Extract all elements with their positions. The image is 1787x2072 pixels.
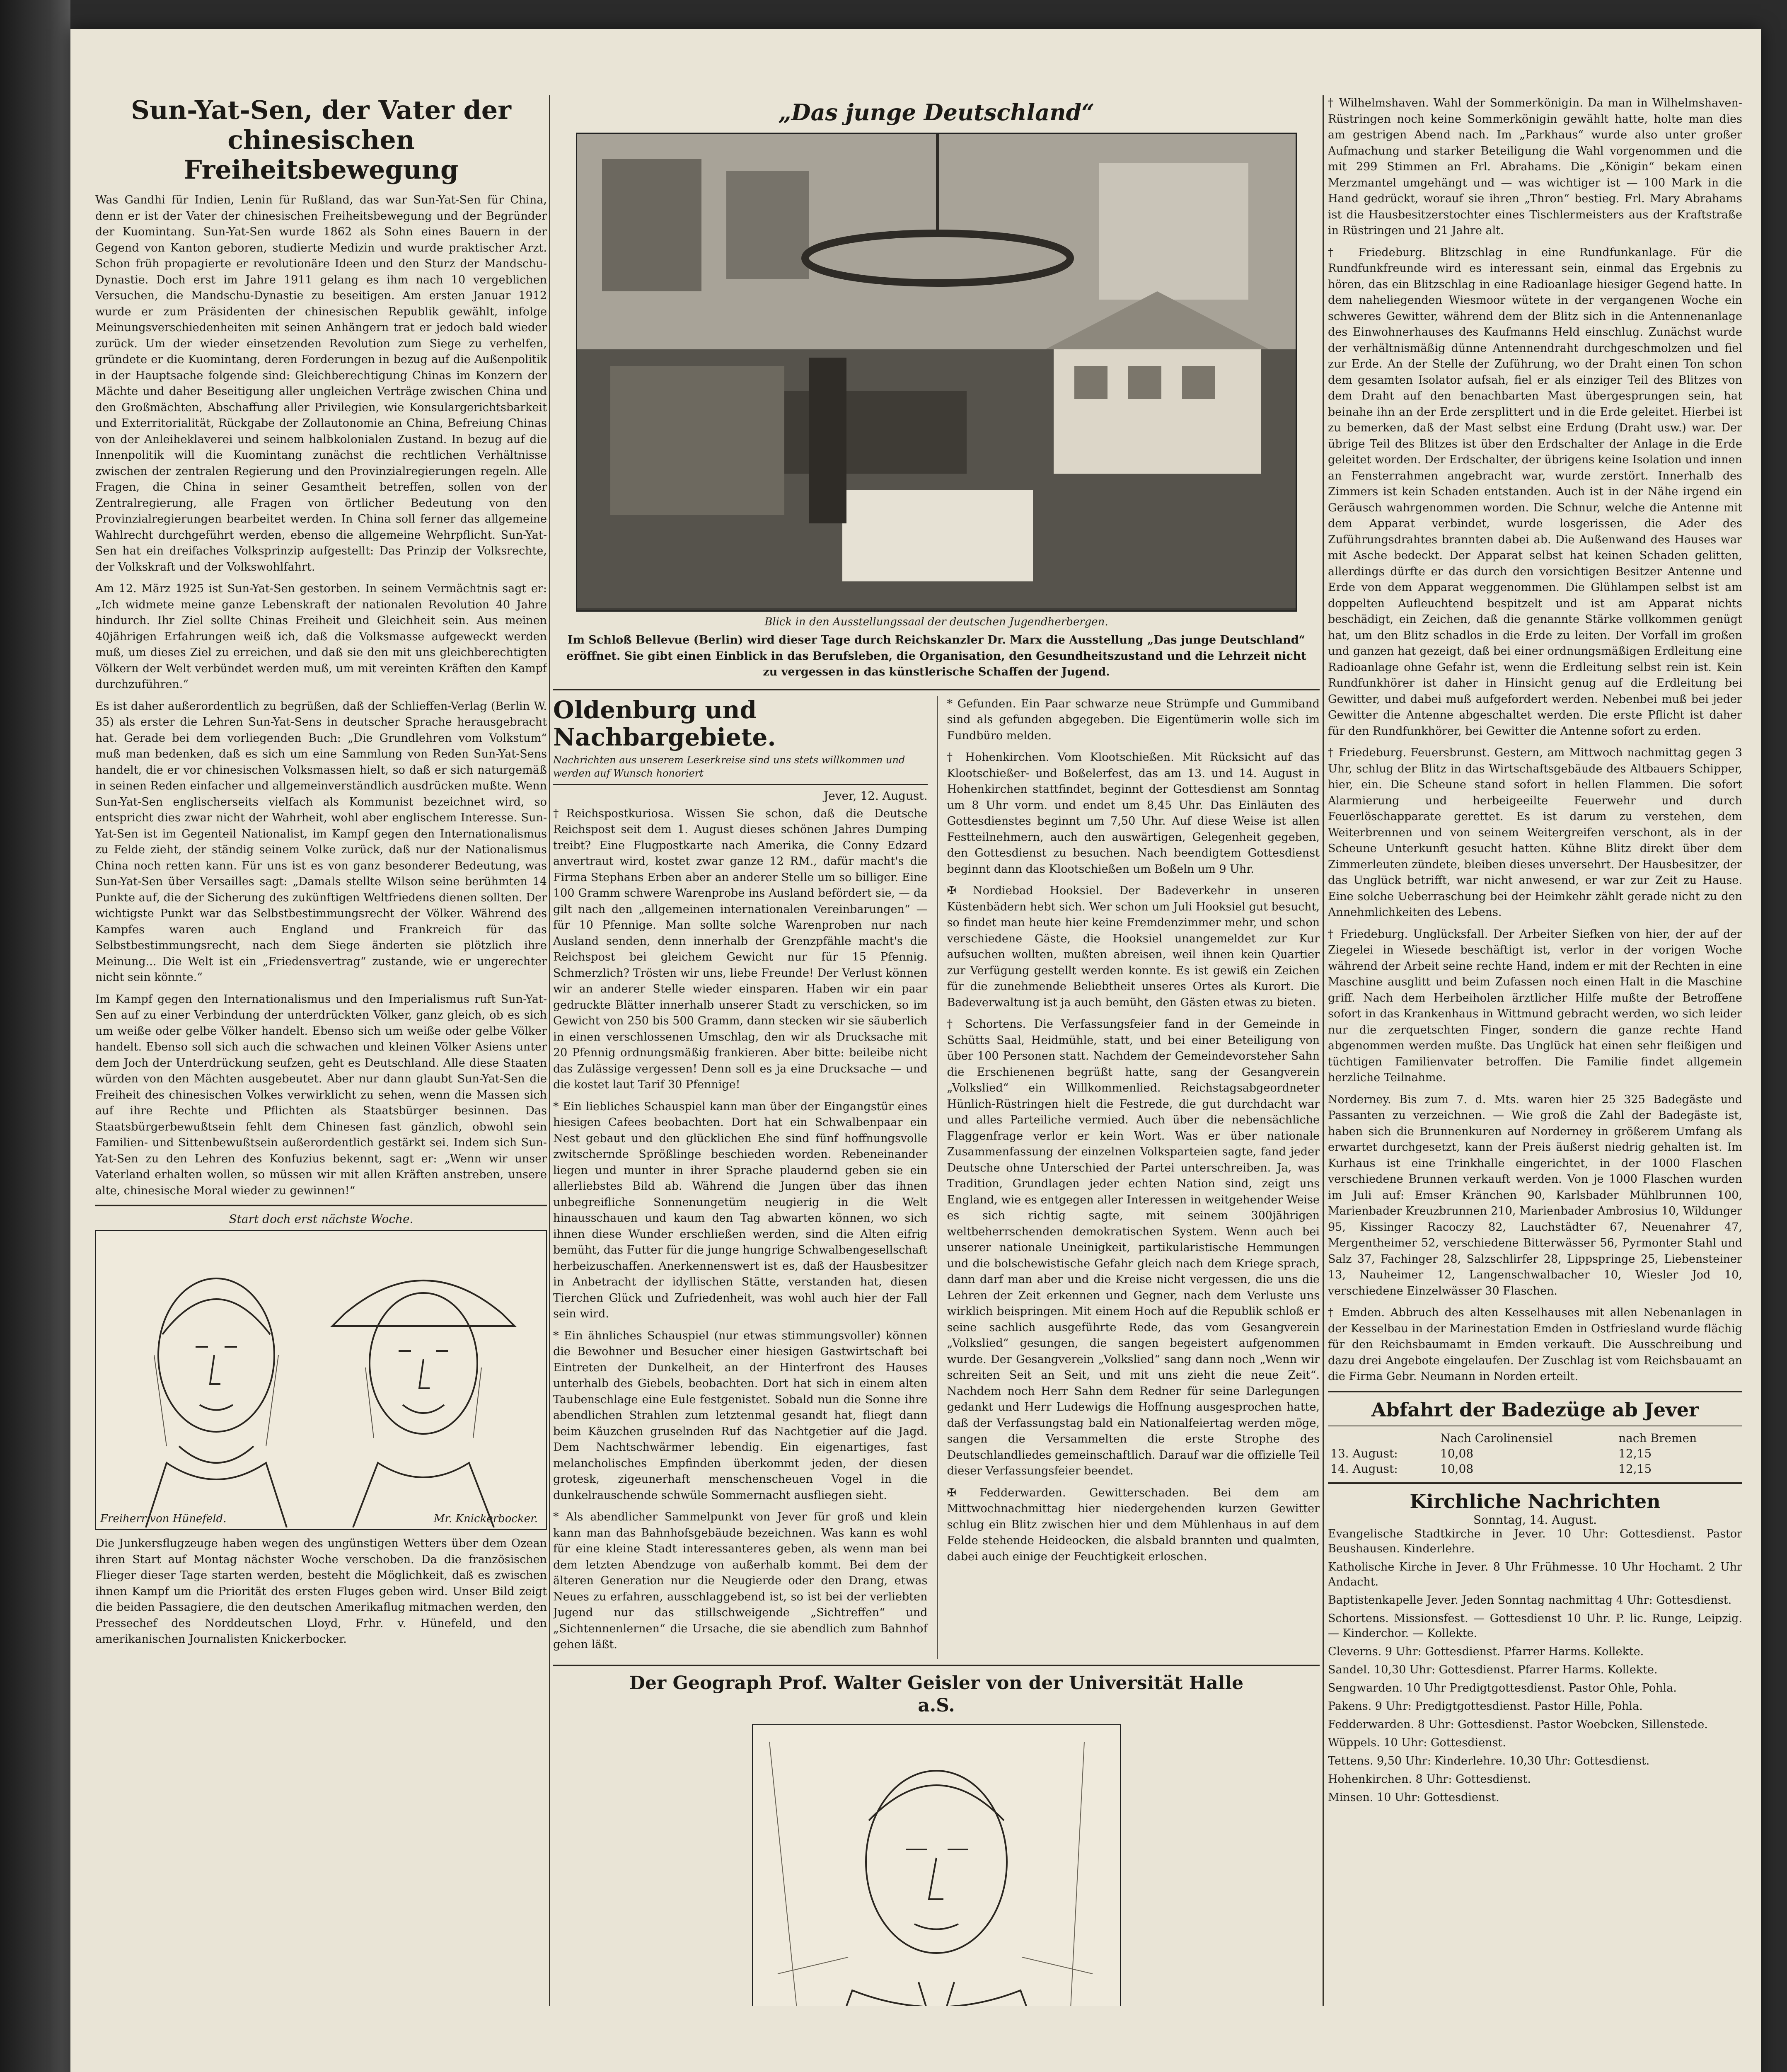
- column-news: [1328, 95, 1742, 2006]
- divider: [1328, 1391, 1742, 1392]
- divider: [553, 689, 1320, 690]
- oldenburg-section: [553, 696, 1320, 1659]
- kirche-date: Sonntag, 14. August.: [1473, 1513, 1597, 1527]
- divider: [1328, 1482, 1742, 1484]
- column-rule: [549, 95, 550, 2006]
- article-title-geisler: Der Geograph Prof. Walter Geisler von der Universität Halle a.S.: [629, 1672, 1244, 1716]
- kirche-item: Sengwarden. 10 Uhr Predigtgottesdienst. Pastor Ohle, Pohla.: [1328, 1681, 1677, 1694]
- kirche-item: Pakens. 9 Uhr: Predigtgottesdienst. Pastor Hille, Pohla.: [1328, 1699, 1643, 1713]
- kirche-item: Hohenkirchen. 8 Uhr: Gottesdienst.: [1328, 1772, 1531, 1786]
- column-rule: [937, 696, 938, 1659]
- section-title-badezuege: Abfahrt der Badezüge ab Jever: [1371, 1398, 1699, 1421]
- portrait-geisler: [753, 1725, 1120, 2006]
- article-paragraph: Am 12. März 1925 ist Sun-Yat-Sen gestorben. In seinem Vermächtnis sagt er: „Ich widmete meine ganze Lebenskraft der nationalen Revolution 40 Jahre hindurch. Ihr Ziel sollte Chinas Freiheit und Gleichheit sein. Aus meinen 40jährigen Erfahrungen weiß ich, daß die Volksmasse aufgeweckt werden muß, um dieses Ziel zu erreichen, und daß sie den mit uns gleichberechtigten Völkern der Welt verbündet werden muß, um mit vereinten Kräften den Kampf durchzuführen.“: [95, 582, 547, 691]
- section-note: Nachrichten aus unserem Leserkreise sind uns stets willkommen und werden auf Wunsch honoriert: [553, 754, 905, 779]
- kirche-item: Evangelische Stadtkirche in Jever. 10 Uhr: Gottesdienst. Pastor Beushausen. Kinderlehre.: [1328, 1527, 1742, 1555]
- article-paragraph: * Als abendlicher Sammelpunkt von Jever für groß und klein kann man das Bahnhofsgebäude bezeichnen. Was kann es wohl für eine kleine Stadt interessanteres geben, als wenn man bei dem letzten Abendzuge von außerhalb kommt. Bei dem der älteren Generation nur die Neugierde oder den Drang, etwas Neues zu erfahren, ausschlaggebend ist, so ist bei der verliebten Jugend nur das stillschweigende „Sichtreffen“ und „Sichtennenlernen“ die Ursache, die sie abendlich zum Bahnhof gehen läßt.: [553, 1510, 928, 1651]
- photo-kicker: Start doch erst nächste Woche.: [229, 1212, 414, 1226]
- article-paragraph: Im Kampf gegen den Internationalismus und den Imperialismus ruft Sun-Yat-Sen auf zu einer Verbindung der unterdrückten Völker, ganz gleich, ob es sich um weiße oder gelbe Völker handelt. Ebenso sich um weiße oder gelbe Völker handelt. Ebenso soll sich auch die schwachen und kleinen Völker Asiens unter dem Joch der Unterdrückung seufzen, geht es Deutschland. Alle diese Staaten würden von den Mächten ausgebeutet. Aber nur dann glaubt Sun-Yat-Sen die Freiheit des chinesischen Volkes verwirklicht zu sehen, wenn die Massen sich auf ihre Rechte und Pflichten als Staatsbürger besinnen. Das Staatsbürgerbewußtsein fehlt dem Chinesen fast gänzlich, obwohl sein Familien- und Sittenbewußtsein außerordentlich gestärkt sei. Indem sich Sun-Yat-Sen zu den Lehren des Konfuzius bekennt, sagt er: „Wenn wir unser Vaterland erhalten wollen, so müssen wir mit allen Kräften anstreben, unsere alte, chinesische Moral wieder zu gewinnen!“: [95, 992, 547, 1197]
- oldenburg-right-column: [947, 696, 1320, 1659]
- article-paragraph: * Ein ähnliches Schauspiel (nur etwas stimmungsvoller) können die Bewohner und Besucher einer hiesigen Gastwirtschaft bei Eintreten der Dunkelheit, an der Hinterfront des Hauses unterhalb des Giebels, beobachten. Dort hat sich in einem alten Taubenschlage eine Eule festgenistet. Sobald nun die Sonne ihre abendlichen Strahlen zum letztenmal gesandt hat, fliegt dann beim Käuzchen gruselnden Ruf das Nachtgetier auf die Jagd. Dem Nachtschwärmer lebendig. Ein eigenartiges, fast melancholisches Empfinden überkommt jeden, der diesen grotesk, zigeunerhaft menschenscheuen Vogel in die dunkelrauschende schwüle Sommernacht ausfliegen sieht.: [553, 1329, 928, 1502]
- kirche-item: Wüppels. 10 Uhr: Gottesdienst.: [1328, 1736, 1506, 1749]
- article-paragraph: † Emden. Abbruch des alten Kesselhauses mit allen Nebenanlagen in der Kesselbau in der Marinestation Emden in Ostfriesland wurde flächig für den Reichsbaumamt in Emden verkauft. Die Ausschreibung und dazu drei Angebote eingelaufen. Der Zuschlag ist vom Reichsbauamt an die Firma Gebr. Neumann in Norden erteilt.: [1328, 1306, 1742, 1383]
- divider: [553, 1665, 1320, 1666]
- photo-ausstellung: [576, 133, 1297, 612]
- photo-caption-jugend: Blick in den Ausstellungssaal der deutschen Jugendherbergen.: [764, 616, 1108, 628]
- column-sunyatsen: [95, 95, 547, 2006]
- column-center: [553, 95, 1320, 2006]
- article-text-jugend: Im Schloß Bellevue (Berlin) wird dieser Tage durch Reichskanzler Dr. Marx die Ausstellung „Das junge Deutschland“ eröffnet. Sie gibt einen Einblick in das Berufsleben, die Organisation, den Gesundheitszustand und die Lehrzeit nicht zu vergessen in das künstlerische Schaffen der Jugend.: [566, 634, 1306, 678]
- column-rule: [1323, 95, 1324, 2006]
- sketch-hunefeld-knickerbocker: [95, 1230, 547, 1530]
- table-row: 14. August: 10,08 12,15: [1330, 1462, 1652, 1476]
- article-paragraph: Was Gandhi für Indien, Lenin für Rußland, das war Sun-Yat-Sen für China, denn er ist der Vater der chinesischen Freiheitsbewegung und der Begründer der Kuomintang. Sun-Yat-Sen wurde 1862 als Sohn eines Bauern in der Gegend von Kanton geboren, studierte Medizin und wurde praktischer Arzt. Schon früh propagierte er revolutionäre Ideen und den Sturz der Mandschu-Dynastie. Doch erst im Jahre 1911 gelang es ihm nach 10 vergeblichen Versuchen, die Mandschu-Dynastie zu beseitigen. Am ersten Januar 1912 wurde er zum Präsidenten der chinesischen Republik gewählt, infolge Meinungsverschiedenheiten mit seinen Anhängern trat er jedoch bald wieder zurück. Um der wieder einsetzenden Revolution zum Siege zu verhelfen, gründete er die Kuomintang, deren Forderungen in bezug auf die Außenpolitik in der Hauptsache folgende sind: Gleichberechtigung Chinas im Konzern der Mächte und daher Beseitigung aller ungleichen Verträge zwischen China und den Großmächten, Abschaffung aller Privilegien, wie Konsulargerichtsbarkeit und Exterritorialität, Rückgabe der Zollautonomie an China, Befreiung Chinas von der Anleiheklaverei und seinem halbkolonialen Zustand. In bezug auf die Innenpolitik will die Kuomintang zunächst die rechtlichen Verhältnisse zwischen der zentralen Regierung und den Provinzialregierungen regeln. Alle Fragen, die China in seiner Gesamtheit betreffen, sollen von der Zentralregierung, alle Fragen von örtlicher Bedeutung von den Provinzialregierungen bearbeitet werden. In China soll ferner das allgemeine Wahlrecht durchgeführt werden, ebenso die allgemeine Wehrpflicht. Sun-Yat-Sen hat ein dreifaches Volksprinzip aufgestellt: Das Prinzip der Volksrechte, der Volkskraft und der Volkswohlfahrt.: [95, 194, 547, 574]
- scanner-edge: [0, 0, 70, 2072]
- table-row: 13. August: 10,08 12,15: [1330, 1446, 1652, 1460]
- article-title-sunyatsen: Sun-Yat-Sen, der Vater der chinesischen Freiheitsbewegung: [131, 95, 511, 185]
- article-paragraph: † Friedeburg. Feuersbrunst. Gestern, am Mittwoch nachmittag gegen 3 Uhr, schlug der Blitz in das Wirtschaftsgebäude des Altbauers Schipper, hier, ein. Die Scheune stand sofort in hellen Flammen. Die sofort Alarmierung und herbeigeeilte Feuerwehr und durch Feuerlöschapparate gerettet. Es ist darum zu verstehen, dem Weiterbrennen und von seinem Weitergreifen verschont, als in der Scheune Unterkunft gesucht hatten. Kühne Blitz direkt über dem Zimmerleuten zündete, bleiben dieses unversehrt. Der Hausbesitzer, der das Unglück betrifft, war nicht anwesend, er war zur Zeit zu Hause. Eine solche Ueberraschung bei der Heimkehr zählt gerade nicht zu den Annehmlichkeiten des Lebens.: [1328, 746, 1742, 919]
- kirche-item: Fedderwarden. 8 Uhr: Gottesdienst. Pastor Woebcken, Sillenstede.: [1328, 1718, 1708, 1731]
- article-paragraph: Es ist daher außerordentlich zu begrüßen, daß der Schlieffen-Verlag (Berlin W. 35) als erster die Lehren Sun-Yat-Sens in deutscher Sprache herausgebracht hat. Gerade bei dem vorliegenden Buch: „Die Grundlehren vom Volkstum“ muß man bedenken, daß es sich um eine Sammlung von Reden Sun-Yat-Sens handelt, die er vor chinesischen Volksmassen hielt, so daß er sich naturgemäß in seinen Reden einfacher und allgemeinverständlich ausdrücken mußte. Wenn Sun-Yat-Sen englischerseits vielfach als Kommunist bezeichnet wird, so entspricht dies zwar nicht der Wahrheit, wohl aber englischem Interesse. Sun-Yat-Sen ist im Gegenteil Nationalist, im Kampf gegen den Internationalismus zu Felde zieht, der ständig seinem Volke zurück, daß nur der Nationalismus China noch retten kann. Für uns ist es von ganz besonderer Bedeutung, was Sun-Yat-Sen über Versailles sagt: „Damals stellte Wilson seine berühmten 14 Punkte auf, die der Sicherung des zukünftigen Weltfriedens dienen sollten. Der wichtigste Punkt war das Selbstbestimmungsrecht der Völker. Während des Kampfes waren auch England und Frankreich für das Selbstbestimmungsrecht, nach dem Siege änderten sie plötzlich ihre Meinung... Die Welt ist ein „Friedensvertrag“ zustande, wie er ungerechter nicht sein könnte.“: [95, 700, 547, 984]
- section-title-oldenburg: Oldenburg und Nachbargebiete.: [553, 695, 776, 751]
- kirche-item: Sandel. 10,30 Uhr: Gottesdienst. Pfarrer Harms. Kollekte.: [1328, 1663, 1658, 1676]
- article-paragraph: * Ein liebliches Schauspiel kann man über der Eingangstür eines hiesigen Cafees beobachten. Dort hat ein Schwalbenpaar ein Nest gebaut und den glücklichen Ehe sind fünf hoffnungsvolle zwitschernde Sprößlinge beschieden worden. Rebeneinander liegen und munter in ihrer Sprache plaudernd geben sie ein allerliebstes Bild ab. Während die Jungen über das ihnen unbegreifliche Sonnenungetüm neugierig in die Welt hinausschauen und kaum den Tag abwarten können, wo sich ihnen diese Wunder erschließen werden, sind die Alten eifrig bemüht, das Futter für die junge hungrige Schwalbengesellschaft herbeizuschaffen. Anerkennenswert ist es, daß der Hausbesitzer in Anbetracht der idyllischen Stätte, verstanden hat, diesen Tierchen Glück und Zufriedenheit, was wohl auch hier der Fall sein wird.: [553, 1100, 928, 1320]
- kirche-item: Baptistenkapelle Jever. Jeden Sonntag nachmittag 4 Uhr: Gottesdienst.: [1328, 1593, 1732, 1607]
- col-header: nach Bremen: [1618, 1431, 1697, 1445]
- kirche-item: Cleverns. 9 Uhr: Gottesdienst. Pfarrer Harms. Kollekte.: [1328, 1645, 1644, 1658]
- section-title-kirche: Kirchliche Nachrichten: [1410, 1490, 1661, 1513]
- timetable: [1328, 1431, 1742, 1477]
- article-paragraph: † Hohenkirchen. Vom Klootschießen. Mit Rücksicht auf das Klootschießer- und Boßelerfest, das am 13. und 14. August in Hohenkirchen stattfindet, beginnt der Gottesdienst am Sonntag um 8 Uhr vorm. und endet um 8,45 Uhr. Das Einläuten des Gottesdienstes beginnt um 7,50 Uhr. Auf diese Weise ist allen Festteilnehmern, auch den auswärtigen, Gelegenheit gegeben, den Gottesdienst zu besuchen. Nach beendigtem Gottesdienst beginnt dann das Klootschießen um Boßeln um 9 Uhr.: [947, 751, 1320, 876]
- article-paragraph: ✠ Fedderwarden. Gewitterschaden. Bei dem am Mittwochnachmittag hier niedergehenden kurzen Gewitter schlug ein Blitz zwischen hier und dem Mühlenhaus in auf dem Felde stehende Heideocken, die alsbald brannten und qualmten, dabei auch einige der Feuchtigkeit erloschen.: [947, 1486, 1320, 1563]
- divider: [95, 1205, 547, 1206]
- photo-caption-text: Die Junkersflugzeuge haben wegen des ungünstigen Wetters über dem Ozean ihren Start auf Montag nächster Woche verschoben. Da die französischen Flieger dieser Tage starten werden, besteht die Möglichkeit, daß es zwischen ihnen Kampf um die Priorität des ersten Fluges geben wird. Unser Bild zeigt die beiden Passagiere, die den deutschen Amerikaflug mitmachen werden, den Pressechef des Norddeutschen Lloyd, Frhr. v. Hünefeld, und den amerikanischen Journalisten Knickerbocker.: [95, 1537, 547, 1646]
- label-knickerbocker: Mr. Knickerbocker.: [433, 1513, 538, 1525]
- divider: [553, 784, 928, 785]
- article-title-jugend: „Das junge Deutschland“: [778, 99, 1095, 126]
- kirche-item: Katholische Kirche in Jever. 8 Uhr Frühmesse. 10 Uhr Hochamt. 2 Uhr Andacht.: [1328, 1560, 1742, 1588]
- kirche-item: Minsen. 10 Uhr: Gottesdienst.: [1328, 1791, 1499, 1804]
- article-paragraph: †Reichspostkuriosa. Wissen Sie schon, daß die Deutsche Reichspost seit dem 1. August dieses schönen Jahres Dumping treibt? Eine Flugpostkarte nach Amerika, die Conny Edzard anvertraut wird, kostet zwar ganze 12 RM., dafür macht's die Firma Stephans Erben aber an anderer Stelle um so billiger. Eine 100 Gramm schwere Warenprobe ins Ausland befördert sie, — da gilt nach den „allgemeinen internationalen Vereinbarungen“ — für 10 Pfennige. Man sollte solche Warenproben nur nach Ausland senden, denn innerhalb der Grenzpfähle macht's die Reichspost bei gleichem Gewicht nur für 15 Pfennig. Schmerzlich? Trösten wir uns, liebe Freunde! Der Verlust können wir an anderer Stelle wieder einsparen. Haben wir ein paar gedruckte Blätter innerhalb unserer Stadt zu verschicken, so im Gewicht von 250 bis 500 Gramm, dann stecken wir sie säuberlich in einen verschlossenen Umschlag, den wir als Drucksache mit 20 Pfennig ordnungsmäßig frankieren. Aber bitte: beileibe nicht das Zulässige vergessen! Denn soll es ja eine Drucksache — und die kostet laut Tarif 30 Pfennige!: [553, 807, 928, 1091]
- article-paragraph: ✠ Nordiebad Hooksiel. Der Badeverkehr in unseren Küstenbädern hebt sich. Wer schon um Juli Hooksiel gut besucht, so findet man heute hier keine Fremdenzimmer mehr, und schon verschiedene Gäste, die Hooksiel unangemeldet zur Kur aufsuchen wollten, mußten abreisen, weil ihnen kein Quartier zur Verfügung gestellt werden konnte. Es ist gewiß ein Zeichen für die zunehmende Beliebtheit unseres Ortes als Kurort. Die Badeverwaltung ist ja auch bemüht, den Gästen etwas zu bieten.: [947, 884, 1320, 1009]
- label-hunefeld: Freiherr von Hünefeld.: [100, 1513, 227, 1525]
- dateline: Jever, 12. August.: [824, 789, 928, 803]
- article-paragraph: † Friedeburg. Blitzschlag in eine Rundfunkanlage. Für die Rundfunkfreunde wird es interessant sein, einmal das Ergebnis zu hören, das ein Blitzschlag in eine Radioanlage hiesiger Gegend hatte. In dem naheliegenden Wiesmoor wütete in der vergangenen Woche ein schweres Gewitter, während dem der Blitz sich in die Antennenanlage des Einwohnerhauses des Kaufmanns Held einschlug. Zunächst wurde der verhältnismäßig dünne Antennendraht durchgeschmolzen und fiel zur Erde. An der Stelle der Zuführung, wo der Draht einen Ton schon dem gesamten Isolator aufsah, fiel er als einziger Teil des Blitzes von dem Draht auf den benachbarten Mast übergesprungen sein, hat beinahe ihn an der Erde zersplittert und in die Erde geleitet. Hierbei ist zu bemerken, daß der Mast selbst eine Erdung (Draht usw.) war. Der übrige Teil des Blitzes ist über den Erdschalter der Anlage in die Erde geleitet worden. Der Erdschalter, der übrigens keine Isolation und innen an Fensterrahmen angebracht war, wurde zerstört. Innerhalb des Zimmers ist kein Schaden entstanden. Auch ist in der Nähe irgend ein Geräusch wahrgenommen worden. Die Schnur, welche die Antenne mit dem Apparat verbindet, wurde losgerissen, die Ader des Zuführungsdrahtes brannten dabei ab. Die Außenwand des Hauses war mit Asche bedeckt. Der Apparat selbst hat keinen Schaden gelitten, allerdings dürfte er das durch den vorsichtigen Besitzer Antenne und Erde von dem Apparat weggenommen. Die Glühlampen selbst ist am doppelten Aufleuchtend bespitzelt und ist am Apparat nichts beschädigt, ein Zeichen, daß die genannte Stärke vollkommen genügt hat, um den Blitz schadlos in die Erde zu leiten. Der Vorfall im großen und ganzen hat gezeigt, daß bei einer ordnungsmäßigen Erdleitung eine Radioanlage ohne Gefahr ist, wenn die Erdleitung selbst rein ist. Kein Rundfunkhörer ist daher in Hinsicht genug auf die Erdleitung bei Gewitter, und dabei muß aufgefordert werden. Nebenbei muß bei jeder Gewitter die Antenne abgeschaltet werden. Die erste Pflicht ist daher für den Rundfunkhörer, bei Gewitter die Antenne sofort zu erden.: [1328, 246, 1742, 738]
- article-paragraph: Norderney. Bis zum 7. d. Mts. waren hier 25 325 Badegäste und Passanten zu verzeichnen. — Wie groß die Zahl der Badegäste ist, haben sich die Brunnenkuren auf Norderney in größerem Umfang als erwartet durchgesetzt, kann der Preis äußerst niedrig gehalten ist. Im Kurhaus ist eine Trinkhalle eingerichtet, in der 1000 Flaschen verschiedene Brunnen verkauft werden. Von je 1000 Flaschen wurden im Juli auf: Emser Kränchen 90, Karlsbader Mühlbrunnen 100, Marienbader Kreuzbrunnen 210, Marienbader Ambrosius 10, Wildunger 95, Kissinger Racoczy 82, Lauchstädter 67, Neuenahrer 47, Mergentheimer 52, verschiedene Bitterwässer 56, Pyrmonter Stahl und Salz 37, Fachinger 28, Salzschlirfer 28, Lippspringe 25, Liebensteiner 13, Nauheimer 12, Langenschwalbacher 10, Wiesler Jod 10, verschiedene Einzelwässer 30 Flaschen.: [1328, 1093, 1742, 1297]
- timetable-header: [1328, 1431, 1742, 1446]
- kirche-item: Tettens. 9,50 Uhr: Kinderlehre. 10,30 Uhr: Gottesdienst.: [1328, 1754, 1650, 1767]
- kirche-item: Schortens. Missionsfest. — Gottesdienst 10 Uhr. P. lic. Runge, Leipzig. — Kinderchor. — Kollekte.: [1328, 1612, 1742, 1640]
- col-header: Nach Carolinensiel: [1440, 1431, 1553, 1445]
- oldenburg-left-column: [553, 696, 928, 1659]
- portrait-sketch: [96, 1231, 546, 1527]
- sketch-geisler: [752, 1724, 1121, 2006]
- article-paragraph: † Wilhelmshaven. Wahl der Sommerkönigin. Da man in Wilhelmshaven-Rüstringen noch keine Sommerkönigin gewählt hatte, holte man dies am gestrigen Abend nach. Im „Parkhaus“ wurde also unter großer Aufmachung und starker Beteiligung die Wahl vorgenommen und die mit 299 Stimmen an Frl. Abrahams. Die „Königin“ bekam einen Merzmantel umgehängt und — was wichtiger ist — 100 Mark in die Hand gedrückt, worauf sie ihren „Thron“ bestieg. Frl. Mary Abrahams ist die Hausbesitzerstochter eines Tischlermeisters aus der Kraftstraße in Rüstringen und 21 Jahre alt.: [1328, 97, 1742, 237]
- kirche-list: [1328, 1527, 1742, 1805]
- exhibition-photo: [577, 134, 1296, 608]
- article-paragraph: † Schortens. Die Verfassungsfeier fand in der Gemeinde in Schütts Saal, Heidmühle, statt, und bei einer Beteiligung von über 100 Personen statt. Nachdem der Gemeindevorsteher Sahn die Erschienenen begrüßt hatte, sang der Gesangverein „Volkslied“ ein Willkommenlied. Reichstagsabgeordneter Hünlich-Rüstringen hielt die Festrede, die gut durchdacht war und alles Parteiliche vermied. Auch über die nebensächliche Flaggenfrage verlor er kein Wort. Was er über nationale Zusammenfassung der einzelnen Volksparteien sagte, fand jeder Deutsche ohne Unterschied der Partei unterschreiben. Ja, was Tradition, Grundlagen jeder echten Nation sind, zeigt uns England, wie es entgegen aller Interessen in weitgehender Weise es sich richtig sagte, mit seinem 300jährigen weltbeherrschenden demokratischen System. Wenn auch bei unserer nationale Uneinigkeit, partikularistische Hemmungen und die bolschewistische Gefahr gleich nach dem Kriege sprach, dann darf man aber und die Kreise nicht vergessen, die uns die Lehren der Zeit erkennen und Gegner, nach dem Verluste uns wirklich beispringen. Mit einem Hoch auf die Republik schloß er seine sachlich ausgeführte Rede, das vom Gesangverein „Volkslied“ gesungen, die sangen begeistert aufgenommen wurde. Der Gesangverein „Volkslied“ sang dann noch „Wenn wir schreiten Seit an Seit, und mit uns zieht die neue Zeit“. Nachdem noch Herr Sahn dem Redner für seine Darlegungen gedankt und Herr Ludewigs die Hoffnung ausgesprochen hatte, daß der Verfassungstag bald ein Nationalfeiertag werden möge, sangen die Versammelten die erste Strophe des Deutschlandliedes gemeinschaftlich. Darauf war die offizielle Teil dieser Verfassungsfeier beendet.: [947, 1018, 1320, 1477]
- article-paragraph: * Gefunden. Ein Paar schwarze neue Strümpfe und Gummiband sind als gefunden abgegeben. Die Eigentümerin wolle sich im Fundbüro melden.: [947, 697, 1320, 742]
- article-paragraph: † Friedeburg. Unglücksfall. Der Arbeiter Siefken von hier, der auf der Ziegelei in Wiesede beschäftigt ist, verlor in der vorigen Woche während der Arbeit seine rechte Hand, indem er mit der Rechten in eine Maschine ausglitt und beim Zufassen noch einen Halt in die Maschine griff. Nach dem Herbeiholen ärztlicher Hilfe mußte der Betroffene sofort in das Krankenhaus in Wittmund gebracht werden, wo sich leider nur die zerquetschten Finger, sondern die ganze rechte Hand abgenommen werden mußte. Das Unglück hat einen sehr fleißigen und tüchtigen Familienvater betroffen. Die Familie findet allgemein herzliche Teilnahme.: [1328, 927, 1742, 1084]
